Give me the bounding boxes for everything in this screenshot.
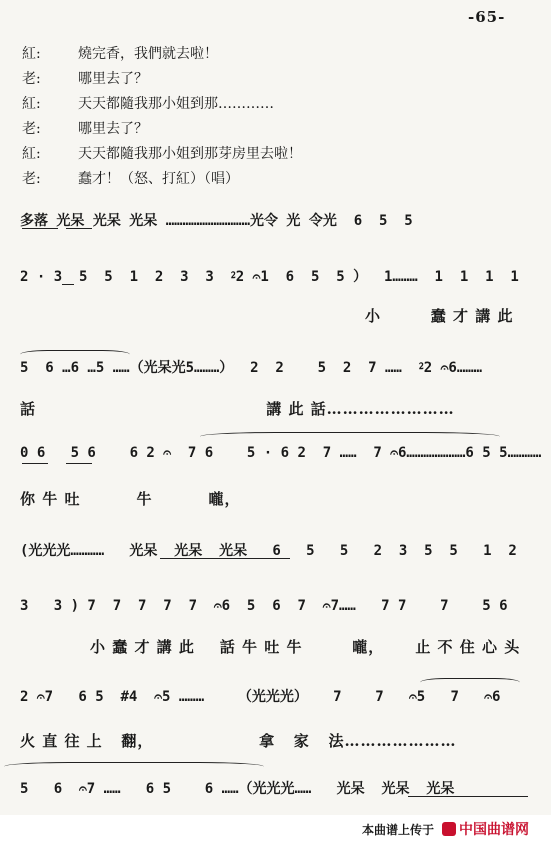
score-row-notes: 5 6 𝄐7 …… 6 5 6 ……（光光光…… 光呆 光呆 光呆 — [20, 781, 455, 797]
slur-mark — [200, 432, 500, 441]
underline — [408, 796, 528, 797]
upload-footer — [0, 815, 551, 841]
speaker: 老: — [22, 121, 41, 137]
speaker: 紅: — [22, 146, 41, 162]
dialogue-line — [22, 45, 218, 63]
underline — [66, 463, 92, 464]
lyric-row: 話 講 此 話…………………… — [20, 400, 455, 418]
speaker: 紅: — [22, 96, 41, 112]
score-row-notes: 0 6 5 6 6 2 𝄐 7 6 5 · 6 2 7 …… 7 𝄐6…………………6 5 5………… — [20, 445, 542, 461]
line-text: 天天都隨我那小姐到那芽房里去啦！ — [78, 146, 302, 162]
speaker: 紅: — [22, 46, 41, 62]
underline — [160, 558, 290, 559]
underline — [62, 284, 74, 285]
speaker: 老: — [22, 71, 41, 87]
speaker: 老: — [22, 171, 41, 187]
upload-text: 本曲谱上传于 — [362, 823, 435, 837]
site-name: 中国曲谱网 — [459, 821, 529, 837]
page-number: -65- — [468, 8, 506, 26]
score-row-percussion: 多落 光呆 光呆 光呆 …………………………光令 光 令光 6 5 5 — [20, 213, 413, 229]
line-text: 天天都隨我那小姐到那………… — [78, 96, 274, 112]
dialogue-line — [22, 70, 148, 88]
underline — [22, 463, 48, 464]
underline — [22, 228, 58, 229]
site-logo[interactable] — [442, 819, 529, 839]
underline — [66, 228, 92, 229]
score-row-notes: (光光光………… 光呆 光呆 光呆 6 5 5 2 3 5 5 1 2 — [20, 543, 517, 559]
line-text: 蠢才！（怒、打紅）（唱） — [78, 171, 239, 187]
line-text: 哪里去了？ — [78, 121, 148, 137]
line-text: 哪里去了？ — [78, 71, 148, 87]
line-text: 燒完香，我們就去啦！ — [78, 46, 218, 62]
lyric-row: 你 牛 吐 牛 嚨， — [20, 490, 241, 508]
slur-mark — [4, 762, 264, 771]
score-row-notes: 5 6 …6 …5 ……（光呆光5………） 2 2 5 2 7 …… ⁲2 𝄐6……… — [20, 360, 483, 376]
score-row-notes: 3 3 ) 7 7 7 7 7 𝄐6 5 6 7 𝄐7…… 7 7 7 5 6 — [20, 598, 508, 614]
dialogue-line — [22, 170, 239, 188]
lyric-row: 火 直 往 上 翻， 拿 家 法………………… — [20, 732, 457, 750]
dialogue-line — [22, 145, 302, 163]
lyric-row: 小 蠢 才 講 此 — [365, 307, 514, 325]
score-row-notes: 2 𝄐7 6 5 #4 𝄐5 ……… （光光光） 7 7 𝄐5 7 𝄐6 — [20, 689, 501, 705]
score-row-notes: 2 · 3 5 5 1 2 3 3 ⁲2 𝄐1 6 5 5 ） 1……… 1 1 1 1 — [20, 269, 519, 285]
site-logo-icon — [442, 822, 456, 836]
dialogue-line — [22, 120, 148, 138]
lyric-row: 小 蠢 才 講 此 話 牛 吐 牛 嚨， 止 不 住 心 头 — [90, 638, 521, 656]
dialogue-line — [22, 95, 274, 113]
